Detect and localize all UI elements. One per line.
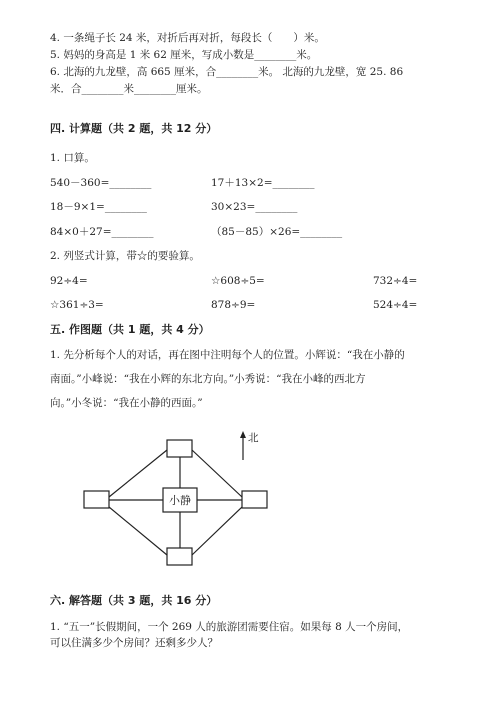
north-arrowhead-icon xyxy=(240,431,246,438)
oral-calc-item: 84×0＋27=________ xyxy=(50,226,154,238)
question-5: 5. 妈妈的身高是 1 米 62 厘米，写成小数是________米。 xyxy=(50,49,318,61)
vertical-calc-item: ☆361÷3= xyxy=(50,299,104,311)
oral-calc-item: （85－85）×26=________ xyxy=(211,226,343,238)
section-5-heading: 五. 作图题（共 1 题，共 4 分） xyxy=(50,323,210,336)
oral-calc-item: 18－9×1=________ xyxy=(50,201,147,213)
oral-calc-item: 540－360=________ xyxy=(50,177,152,189)
connector-line xyxy=(109,450,167,497)
drawing-question-line-3: 向。”小冬说：“我在小静的西面。” xyxy=(50,397,203,409)
question-4: 4. 一条绳子长 24 米，对折后再对折，每段长（ ）米。 xyxy=(50,32,325,44)
vertical-calc-item: 878÷9= xyxy=(211,299,256,311)
vertical-calc-item: ☆608÷5= xyxy=(211,275,265,287)
question-6-line-1: 6. 北海的九龙壁，高 665 厘米，合________米。 北海的九龙壁，宽 25. 86 xyxy=(50,66,404,78)
word-problem-line-2: 可以住满多少个房间？还剩多少人？ xyxy=(50,637,218,649)
drawing-question-line-2: 南面。”小峰说：“我在小辉的东北方向。”小秀说：“我在小峰的西北方 xyxy=(50,373,366,385)
position-box-left xyxy=(84,491,109,508)
oral-calc-item: 30×23=________ xyxy=(211,201,298,213)
question-6-line-2: 米．合________米________厘米。 xyxy=(50,83,208,95)
connector-line xyxy=(109,507,167,555)
section-6-heading: 六. 解答题（共 3 题，共 16 分） xyxy=(50,594,218,607)
connector-line xyxy=(192,450,242,497)
vertical-calc-item: 732÷4= xyxy=(373,275,418,287)
oral-calc-item: 17＋13×2=________ xyxy=(211,177,315,189)
center-label: 小静 xyxy=(169,494,191,507)
position-box-right xyxy=(242,491,267,508)
word-problem-line-1: 1. “五一”长假期间，一个 269 人的旅游团需要住宿。如果每 8 人一个房间， xyxy=(50,621,409,633)
vertical-calc-title: 2. 列竖式计算，带☆的要验算。 xyxy=(50,250,200,262)
connector-line xyxy=(192,507,242,555)
oral-calc-title: 1. 口算。 xyxy=(50,152,95,164)
vertical-calc-item: 92÷4= xyxy=(50,275,88,287)
vertical-calc-item: 524÷4= xyxy=(373,299,418,311)
section-4-heading: 四. 计算题（共 2 题，共 12 分） xyxy=(50,122,218,135)
position-box-top xyxy=(167,440,192,457)
north-label: 北 xyxy=(248,432,259,444)
position-box-bottom xyxy=(167,548,192,565)
drawing-question-line-1: 1. 先分析每个人的对话，再在图中注明每个人的位置。小辉说：“我在小静的 xyxy=(50,349,405,361)
